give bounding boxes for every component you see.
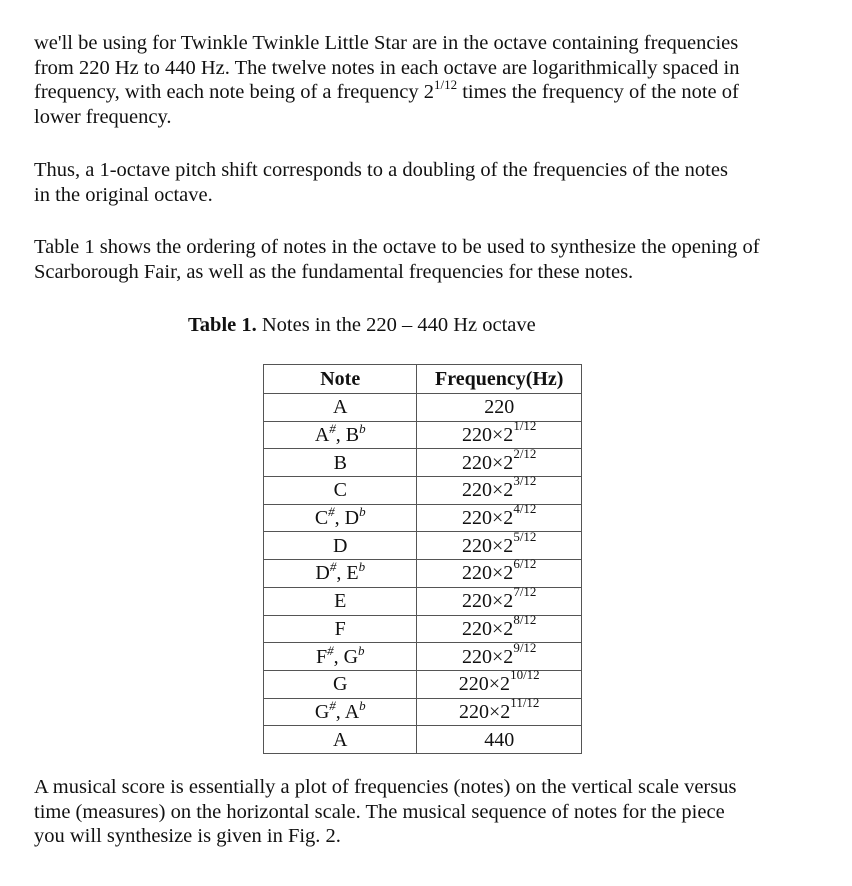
note-name: E [346, 562, 359, 585]
note-name: B [333, 451, 347, 474]
frequency-exponent: 6/12 [513, 556, 537, 572]
frequency-cell [417, 611, 582, 643]
note-cell [264, 643, 417, 671]
frequency-base: 220×2 [462, 479, 514, 502]
table-row [264, 421, 582, 449]
frequency-base: 220×2 [462, 617, 514, 640]
frequency-base: 220×2 [458, 673, 511, 696]
frequency-base: 220×2 [462, 590, 514, 613]
note-cell [264, 421, 417, 449]
accidental: b [358, 642, 365, 658]
note-cell [264, 587, 417, 615]
frequency-exponent: 9/12 [513, 639, 537, 655]
frequency-base: 220×2 [462, 562, 514, 585]
note-name: D [344, 507, 360, 530]
frequency-exponent: 11/12 [510, 694, 540, 710]
frequency-cell [417, 418, 582, 449]
frequency-base: 220×2 [459, 700, 511, 723]
note-name: E [334, 590, 347, 613]
text-line: A musical score is essentially a plot of frequencies (notes) on the vertical scale versus [34, 776, 737, 798]
accidental: b [359, 504, 366, 520]
table-header-row [264, 365, 582, 394]
frequency-base: 220×2 [462, 534, 514, 557]
note-name: A [314, 424, 330, 447]
frequency-base: 220 [484, 396, 515, 419]
table-caption [188, 313, 536, 337]
note-cell [264, 560, 417, 588]
table-caption-text: Notes in the 220 – 440 Hz octave [256, 314, 536, 336]
frequency-exponent: 4/12 [513, 501, 537, 517]
exponent: 1/12 [433, 77, 458, 92]
paragraph-table-intro [34, 235, 824, 284]
text-line: Scarborough Fair, as well as the fundamental frequencies for these notes. [34, 260, 634, 283]
note-name: A [344, 700, 360, 723]
text-line: Table 1 shows the ordering of notes in the octave to be used to synthesize the opening of [34, 236, 760, 258]
note-name: F [334, 617, 346, 640]
note-cell [264, 670, 417, 698]
text-line: time (measures) on the horizontal scale. The musical sequence of notes for the piece [34, 800, 725, 823]
note-name: C [333, 479, 347, 502]
column-header-note: Note [264, 365, 417, 394]
note-cell [264, 449, 417, 477]
frequency-exponent: 1/12 [513, 418, 537, 434]
frequency-base: 220×2 [462, 645, 514, 668]
paragraph-pitch-shift [34, 158, 824, 207]
note-separator: , [335, 700, 345, 723]
paragraph-octave-description [34, 31, 824, 129]
frequency-cell [417, 694, 582, 726]
paragraph-musical-score [34, 775, 824, 849]
accidental: # [329, 697, 336, 713]
frequency-base: 440 [484, 728, 515, 751]
note-separator: , [336, 562, 347, 585]
note-name: G [314, 700, 330, 723]
frequency-cell [417, 639, 582, 671]
table-body [264, 394, 582, 754]
table-row [264, 670, 582, 698]
notes-frequency-table [263, 364, 582, 754]
column-header-frequency: Frequency(Hz) [417, 365, 582, 394]
accidental: # [327, 642, 334, 658]
note-name: D [333, 534, 348, 557]
accidental: # [328, 504, 335, 520]
text-line [34, 77, 824, 105]
frequency-cell [417, 584, 582, 615]
table-row [264, 698, 582, 726]
frequency-exponent: 2/12 [513, 445, 537, 461]
note-name: C [314, 507, 329, 530]
frequency-base: 220×2 [462, 451, 514, 474]
frequency-cell [417, 445, 582, 477]
frequency-cell [417, 473, 582, 505]
frequency-exponent: 3/12 [513, 473, 537, 489]
text-line: we'll be using for Twinkle Twinkle Little Star are in the octave containing frequencies [34, 32, 739, 54]
text-fragment: frequency, with each note being of a frequency 2 [34, 81, 434, 103]
note-cell [264, 726, 417, 754]
accidental: # [329, 559, 337, 575]
table-row [264, 726, 582, 754]
note-name: A [333, 396, 348, 419]
frequency-cell [417, 501, 582, 532]
frequency-exponent: 8/12 [513, 611, 537, 627]
note-cell [264, 504, 417, 532]
note-cell [264, 394, 417, 422]
table-row [264, 615, 582, 643]
note-separator: , [333, 645, 344, 668]
note-name: D [315, 562, 330, 585]
text-fragment: times the frequency of the note of [457, 81, 739, 103]
frequency-base: 220×2 [462, 507, 514, 530]
table-row [264, 587, 582, 615]
frequency-base: 220×2 [462, 424, 514, 447]
note-cell [264, 477, 417, 505]
frequency-cell [417, 667, 582, 698]
text-line: in the original octave. [34, 183, 213, 206]
frequency-cell [417, 726, 582, 754]
text-line: you will synthesize is given in Fig. 2. [34, 825, 341, 847]
note-cell [264, 615, 417, 643]
note-separator: , [334, 507, 345, 530]
note-name: G [333, 673, 348, 696]
note-cell [264, 532, 417, 560]
note-name: G [343, 645, 359, 668]
note-name: F [315, 645, 328, 668]
accidental: b [359, 697, 366, 713]
table-row [264, 504, 582, 532]
frequency-exponent: 10/12 [510, 667, 540, 683]
text-line: lower frequency. [34, 105, 172, 128]
text-line: Thus, a 1-octave pitch shift corresponds to a doubling of the frequencies of the notes [34, 159, 728, 181]
accidental: b [359, 421, 366, 437]
frequency-cell [417, 394, 582, 422]
note-name: A [333, 728, 348, 751]
frequency-cell [417, 556, 582, 588]
note-cell [264, 698, 417, 726]
frequency-exponent: 7/12 [513, 584, 537, 600]
table-caption-label: Table 1. [188, 314, 257, 336]
text-line: from 220 Hz to 440 Hz. The twelve notes in each octave are logarithmically spaced in [34, 56, 740, 79]
accidental: b [358, 559, 366, 575]
frequency-exponent: 5/12 [513, 528, 537, 544]
note-name: B [345, 424, 360, 447]
note-separator: , [335, 424, 346, 447]
accidental: # [329, 421, 336, 437]
frequency-cell [417, 528, 582, 560]
